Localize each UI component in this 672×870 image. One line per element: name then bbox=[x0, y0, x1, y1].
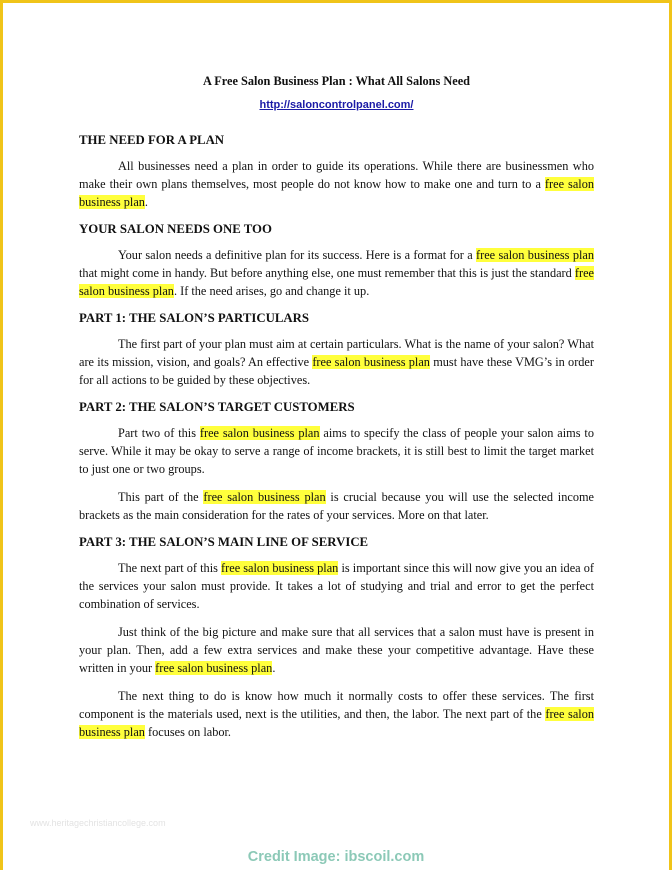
text-run: focuses on labor. bbox=[144, 725, 231, 739]
text-run: Part two of this bbox=[118, 426, 200, 440]
section-heading: PART 1: THE SALON’S PARTICULARS bbox=[79, 311, 309, 325]
section-heading: PART 2: THE SALON’S TARGET CUSTOMERS bbox=[79, 400, 355, 414]
text-run: This part of the bbox=[118, 490, 204, 504]
section-need-for-plan bbox=[79, 132, 594, 211]
text-run: The next part of this bbox=[118, 561, 222, 575]
section-heading: PART 3: THE SALON’S MAIN LINE OF SERVICE bbox=[79, 535, 369, 549]
source-link[interactable]: http://saloncontrolpanel.com/ bbox=[259, 99, 414, 111]
text-run: . bbox=[272, 661, 276, 675]
text-run: that might come in handy. But before anything else, one must remember that this is just the standard bbox=[79, 266, 575, 280]
text-run: The first part of your plan must aim at certain particulars. What is the name of your salon? What are its mission, vision, and goals? An effective bbox=[79, 337, 594, 369]
paragraph bbox=[79, 488, 594, 524]
paragraph bbox=[79, 623, 594, 677]
text-run: All businesses need a plan in order to guide its operations. While there are businessmen who make their own plans themselves, most people do not know how to make one and turn to a bbox=[79, 159, 594, 191]
section-part-2 bbox=[79, 399, 594, 524]
highlighted-phrase: free salon business plan bbox=[79, 707, 594, 739]
text-run: must have these VMG’s in order for all actions to be guided by these objectives. bbox=[79, 355, 594, 387]
paragraph bbox=[79, 335, 594, 389]
text-run: Your salon needs a definitive plan for its success. Here is a format for a bbox=[118, 248, 477, 262]
highlighted-phrase: free salon business plan bbox=[221, 561, 339, 575]
section-heading: YOUR SALON NEEDS ONE TOO bbox=[79, 222, 272, 236]
section-your-salon-needs bbox=[79, 221, 594, 300]
highlighted-phrase: free salon business plan bbox=[476, 248, 594, 262]
highlighted-phrase: free salon business plan bbox=[312, 355, 430, 369]
section-part-1 bbox=[79, 310, 594, 389]
paragraph bbox=[79, 424, 594, 478]
document-title: A Free Salon Business Plan : What All Salons Need bbox=[202, 74, 471, 88]
faint-watermark: www.heritagechristiancollege.com bbox=[30, 818, 166, 828]
text-run: Just think of the big picture and make sure that all services that a salon must have is present in your plan. Then, add a few extra services and make these your competitive advantage. Have these written in your bbox=[79, 625, 594, 675]
highlighted-phrase: free salon business plan bbox=[79, 266, 594, 298]
section-part-3 bbox=[79, 534, 594, 741]
section-heading: THE NEED FOR A PLAN bbox=[79, 133, 225, 147]
highlighted-phrase: free salon business plan bbox=[155, 661, 273, 675]
text-run: is crucial because you will use the selected income brackets as the main consideration for the rates of your services. More on that later. bbox=[79, 490, 594, 522]
highlighted-phrase: free salon business plan bbox=[79, 177, 594, 209]
paragraph bbox=[79, 246, 594, 300]
paragraph bbox=[79, 559, 594, 613]
paragraph bbox=[79, 687, 594, 741]
highlighted-phrase: free salon business plan bbox=[203, 490, 326, 504]
text-run: aims to specify the class of people your salon aims to serve. While it may be okay to serve a range of income brackets, it is still best to limit the target market to just one or two groups. bbox=[79, 426, 594, 476]
text-run: is important since this will now give you an idea of the services your salon must provide. It takes a lot of studying and trial and error to get the perfect combination of services. bbox=[79, 561, 594, 611]
document-page bbox=[79, 72, 594, 751]
image-credit: Credit Image: ibscoil.com bbox=[247, 849, 425, 865]
text-run: . If the need arises, go and change it up. bbox=[173, 284, 370, 298]
text-run: The next thing to do is know how much it normally costs to offer these services. The first component is the materials used, next is the utilities, and then, the labor. The next part of the bbox=[79, 689, 594, 721]
text-run: . bbox=[144, 195, 148, 209]
source-url-line bbox=[79, 95, 594, 114]
paragraph bbox=[79, 157, 594, 211]
highlighted-phrase: free salon business plan bbox=[199, 426, 320, 440]
